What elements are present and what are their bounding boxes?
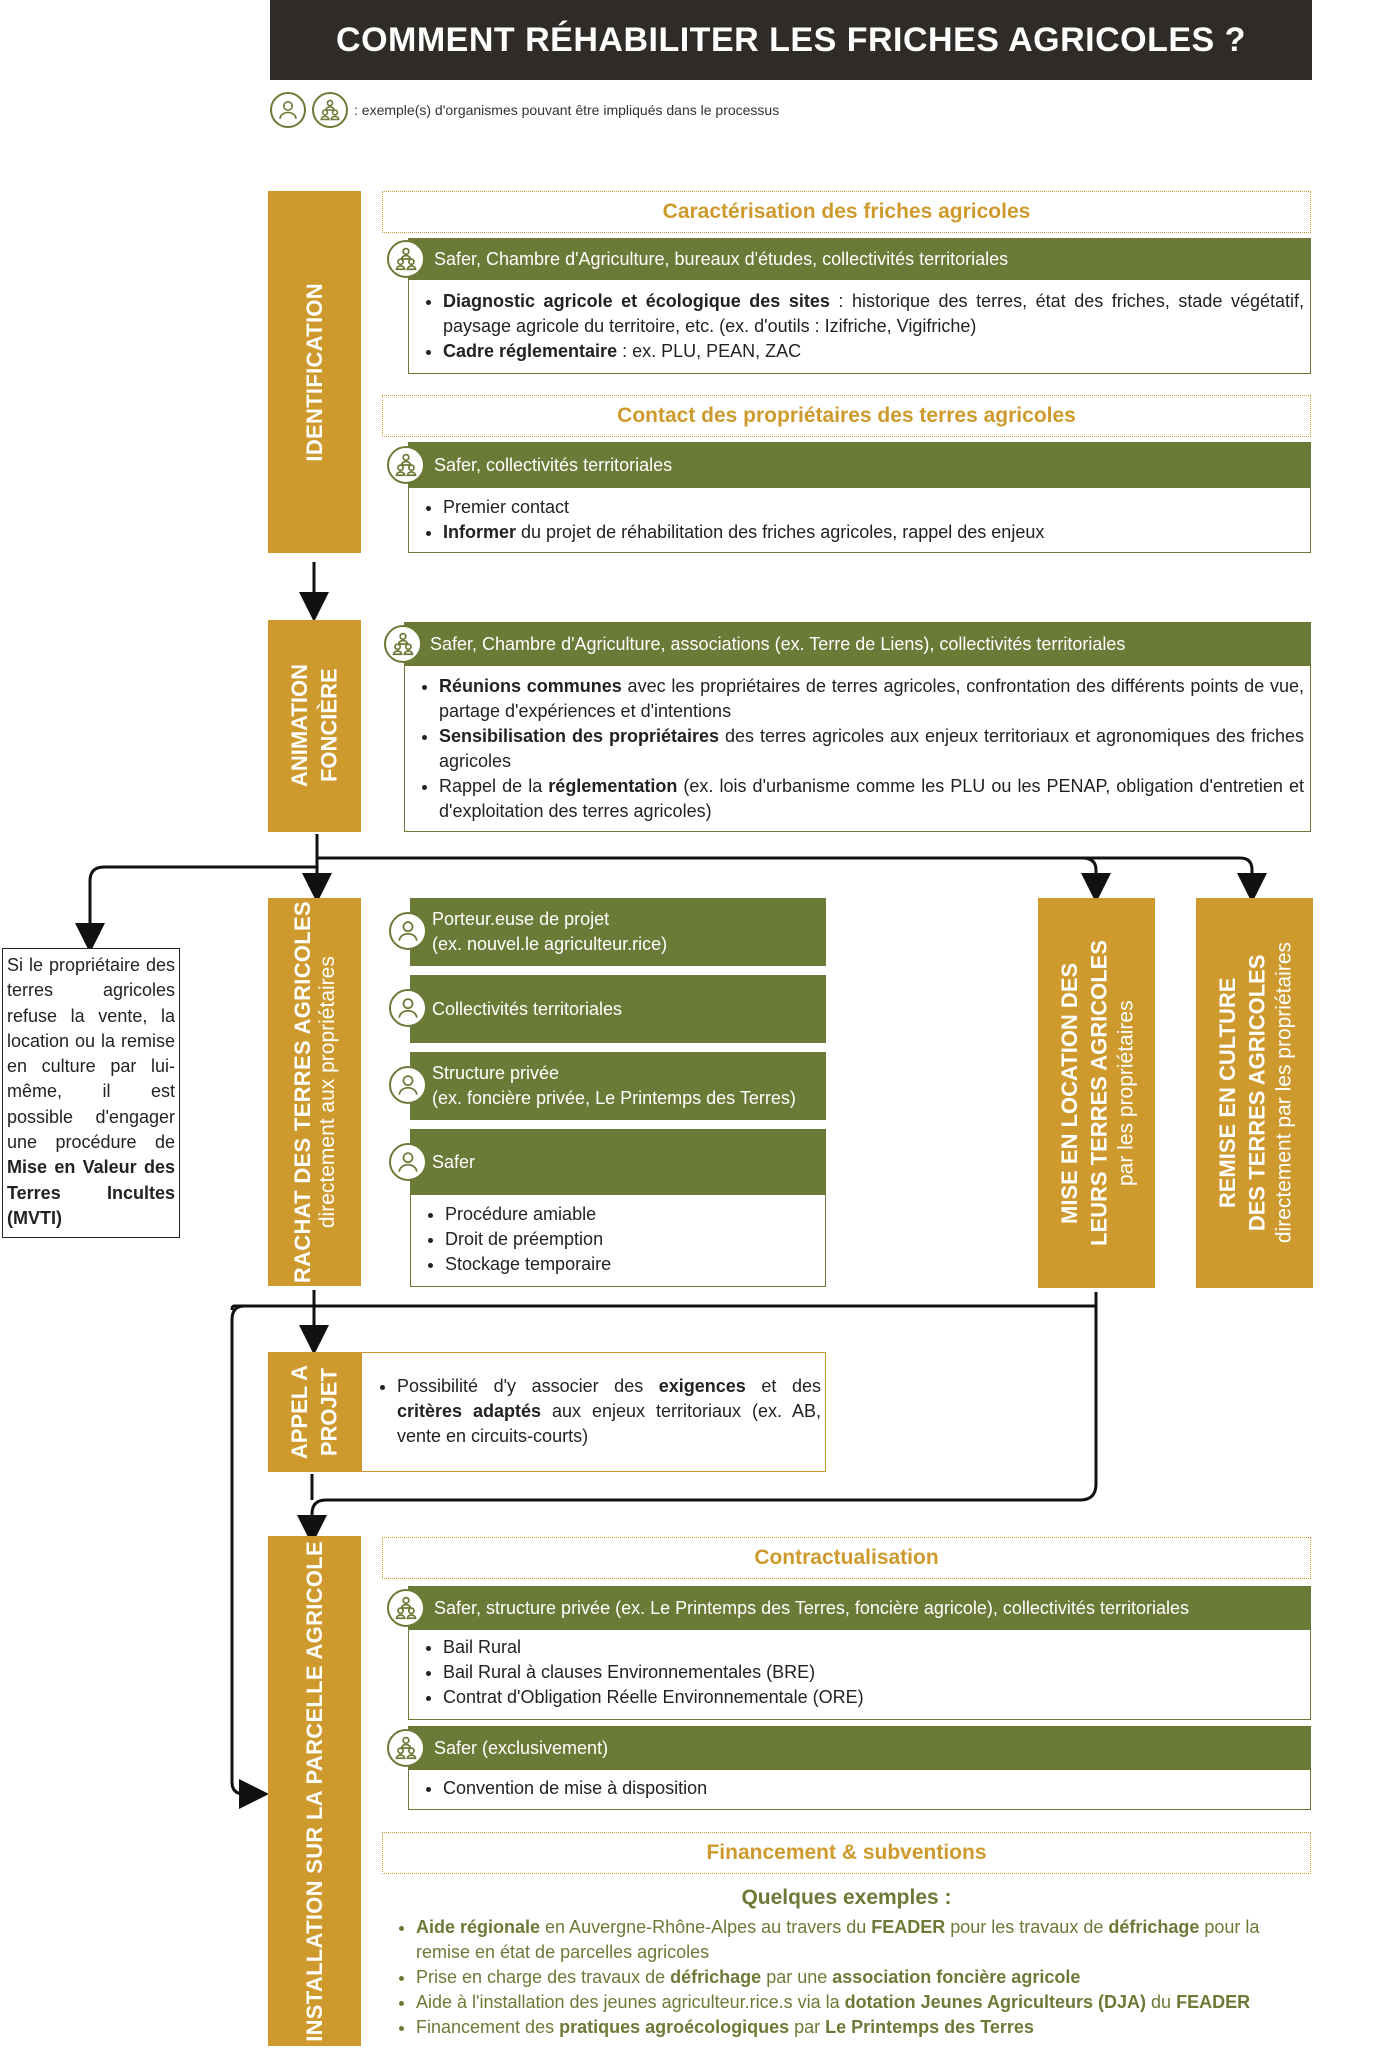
list-item: • Informer du projet de réhabilitation des friches agricoles, rappel des enjeux: [443, 520, 1304, 545]
animation-actors-text: Safer, Chambre d'Agriculture, associations (ex. Terre de Liens), collectivités territoriales: [430, 633, 1126, 654]
contact-details: [408, 488, 1311, 553]
safer-exclusif-text: Safer (exclusivement): [434, 1737, 609, 1758]
actor-structure-privee: Structure privée (ex. foncière privée, Le Printemps des Terres): [410, 1052, 826, 1120]
person-icon: [389, 1066, 427, 1104]
animation-stage: [268, 620, 361, 832]
list-item: • Bail Rural à clauses Environnementales (BRE): [443, 1660, 1304, 1685]
list-item: • Aide régionale en Auvergne-Rhône-Alpes au travers du FEADER pour les travaux de défrichage pour la remise en état de parcelles agricoles: [416, 1915, 1312, 1965]
financement-title: Financement & subventions: [382, 1832, 1311, 1874]
safer-exclusif-items: [408, 1770, 1311, 1810]
identification-stage: [268, 191, 361, 553]
animation-actors: [404, 622, 1311, 666]
animation-label-2: FONCIÈRE: [316, 669, 342, 783]
rachat-stage: [268, 898, 361, 1286]
list-item: • Convention de mise à disposition: [443, 1776, 1304, 1801]
list-item: • Sensibilisation des propriétaires des terres agricoles aux enjeux territoriaux et agronomiques des friches agricoles: [439, 724, 1304, 774]
legend-text: : exemple(s) d'organismes pouvant être impliqués dans le processus: [354, 102, 780, 118]
contact-title: Contact des propriétaires des terres agricoles: [382, 395, 1311, 437]
caracterisation-title: Caractérisation des friches agricoles: [382, 191, 1311, 233]
list-item: • Diagnostic agricole et écologique des sites : historique des terres, état des friches, stade végétatif, paysage agricole du territoire, etc. (ex. d'outils : Izifriche, Vigifriche): [443, 289, 1304, 339]
caracterisation-actors: [408, 238, 1311, 280]
remise-stage: REMISE EN CULTURE DES TERRES AGRICOLES directement par les propriétaires: [1196, 898, 1313, 1288]
actor-safer: Safer: [410, 1129, 826, 1195]
list-item: • Bail Rural: [443, 1635, 1304, 1660]
caracterisation-details: [408, 280, 1311, 374]
list-item: • Premier contact: [443, 495, 1304, 520]
list-item: • Droit de préemption: [445, 1227, 819, 1252]
contractualisation-title: Contractualisation: [382, 1537, 1311, 1579]
list-item: • Cadre réglementaire : ex. PLU, PEAN, ZAC: [443, 339, 1304, 364]
person-icon: [270, 92, 306, 128]
animation-label-1: ANIMATION: [286, 664, 312, 788]
list-item: • Prise en charge des travaux de défrichage par une association foncière agricole: [416, 1965, 1312, 1990]
identification-label: IDENTIFICATION: [301, 282, 327, 462]
safer-procedures: [410, 1195, 826, 1287]
animation-details: [404, 666, 1311, 832]
person-icon: [389, 912, 427, 950]
group-icon: [387, 1729, 425, 1767]
actor-porteur: Porteur.euse de projet (ex. nouvel.le agriculteur.rice): [410, 898, 826, 966]
legend: [270, 90, 779, 130]
safer-exclusif: [408, 1726, 1311, 1770]
location-stage: MISE EN LOCATION DES LEURS TERRES AGRICOLES par les propriétaires: [1038, 898, 1155, 1288]
appel-details: [361, 1352, 826, 1472]
list-item: • Aide à l'installation des jeunes agriculteur.rice.s via la dotation Jeunes Agriculteurs (DJA) du FEADER: [416, 1990, 1312, 2015]
page-title: COMMENT RÉHABILITER LES FRICHES AGRICOLES ?: [270, 0, 1312, 80]
group-icon: [384, 625, 422, 663]
appel-stage: APPEL A PROJET: [268, 1352, 361, 1472]
list-item: • Financement des pratiques agroécologiques par Le Printemps des Terres: [416, 2015, 1312, 2040]
installation-label: INSTALLATION SUR LA PARCELLE AGRICOLE: [301, 1540, 327, 2042]
actor-collectivites: Collectivités territoriales: [410, 975, 826, 1043]
contractualisation-actors: [408, 1586, 1311, 1630]
list-item: • Possibilité d'y associer des exigences et des critères adaptés aux enjeux territoriaux (ex. AB, vente en circuits-courts): [397, 1374, 821, 1449]
rachat-sub: directement aux propriétaires: [315, 956, 339, 1228]
list-item: • Réunions communes avec les propriétaires de terres agricoles, confrontation des différents points de vue, partage d'expériences et d'intentions: [439, 674, 1304, 724]
group-icon: [387, 1589, 425, 1627]
contractualisation-items: [408, 1630, 1311, 1720]
financement-list: [382, 1915, 1312, 2040]
person-icon: [389, 1143, 427, 1181]
contact-actors-text: Safer, collectivités territoriales: [434, 454, 673, 475]
group-icon: [387, 446, 425, 484]
group-icon: [312, 92, 348, 128]
person-icon: [389, 989, 427, 1027]
mvti-note: Si le propriétaire des terres agricoles refuse la vente, la location ou la remise en culture par lui-même, il est possible d'engager une procédure de Mise en Valeur des Terres Incultes (MVTI): [2, 948, 180, 1238]
caracterisation-actors-text: Safer, Chambre d'Agriculture, bureaux d'études, collectivités territoriales: [434, 248, 1009, 269]
list-item: • Contrat d'Obligation Réelle Environnementale (ORE): [443, 1685, 1304, 1710]
contact-actors: [408, 442, 1311, 488]
installation-stage: [268, 1536, 361, 2046]
rachat-label: RACHAT DES TERRES AGRICOLES: [289, 900, 315, 1284]
group-icon: [387, 240, 425, 278]
list-item: • Rappel de la réglementation (ex. lois d'urbanisme comme les PLU ou les PENAP, obligation d'entretien et d'exploitation des terres agricoles): [439, 774, 1304, 824]
list-item: • Stockage temporaire: [445, 1252, 819, 1277]
contractualisation-actors-text: Safer, structure privée (ex. Le Printemps des Terres, foncière agricole), collectivités territoriales: [434, 1597, 1189, 1618]
financement-subtitle: Quelques exemples :: [741, 1886, 952, 1909]
list-item: • Procédure amiable: [445, 1202, 819, 1227]
